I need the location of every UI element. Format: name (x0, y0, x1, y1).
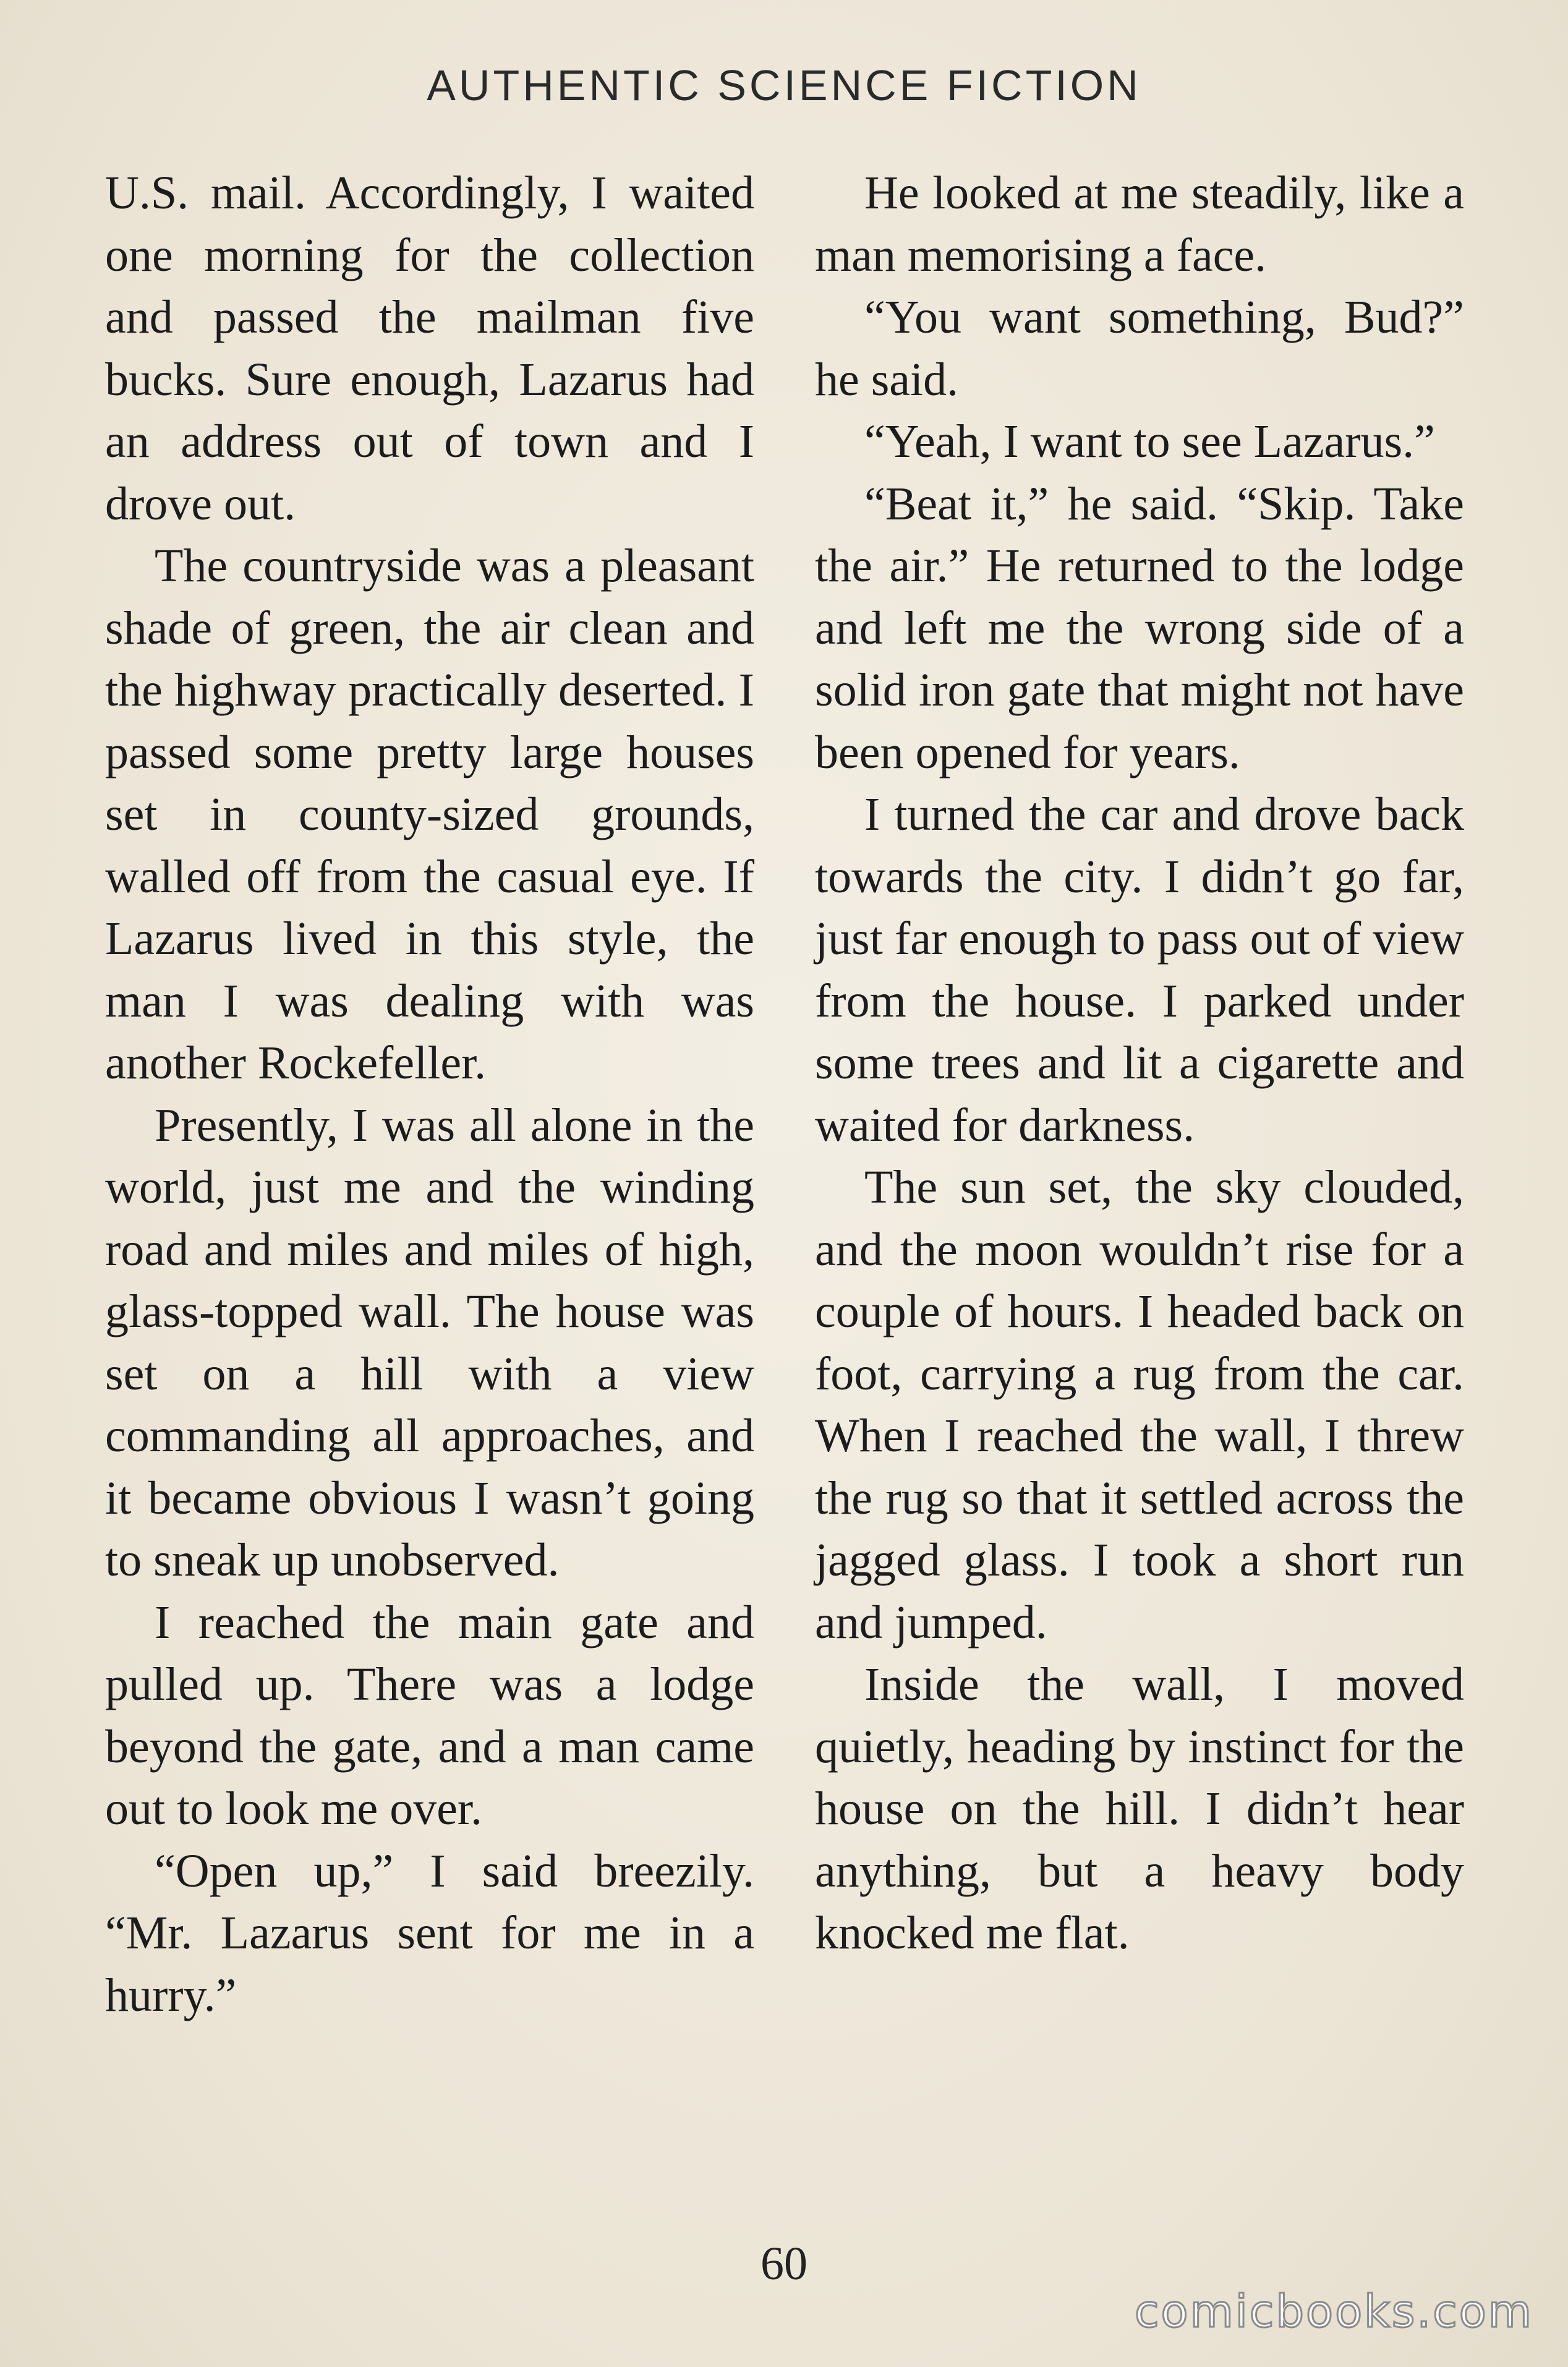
paragraph: Presently, I was all alone in the world, just me and the winding road and miles and miles of high, glass-topped wall. The house was set on a hill with a view commanding all approaches, and it became obvious I wasn’t going to sneak up unobserved. (105, 1099, 754, 1586)
running-head: AUTHENTIC SCIENCE FICTION (427, 61, 1141, 109)
paragraph: The sun set, the sky clouded, and the moon wouldn’t rise for a couple of hours. I headed back on foot, carrying a rug from the car. When I reached the wall, I threw the rug so that it settled across the jagged glass. I took a short run and jumped. (815, 1161, 1464, 1648)
paragraph: I reached the main gate and pulled up. There was a lodge beyond the gate, and a man came out to look me over. (105, 1596, 754, 1835)
paragraph: “Open up,” I said breezily. “Mr. Lazarus sent for me in a hurry.” (105, 1845, 754, 2021)
paragraph: Inside the wall, I moved quietly, heading by instinct for the house on the hill. I didn’t hear anything, but a heavy body knocked me flat. (815, 1658, 1464, 1959)
text-column-right (815, 162, 1464, 1964)
paragraph: He looked at me steadily, like a man memorising a face. (815, 167, 1464, 281)
text-column-left (105, 162, 754, 2026)
paragraph: The countryside was a pleasant shade of green, the air clean and the highway practically deserted. I passed some pretty large houses set in county-sized grounds, walled off from the casual eye. If Lazarus lived in this style, the man I was dealing with was another Rockefeller. (105, 540, 754, 1089)
paragraph: U.S. mail. Accordingly, I waited one morning for the collection and passed the mailman five bucks. Sure enough, Lazarus had an address out of town and I drove out. (105, 167, 754, 530)
paragraph: “Yeah, I want to see Lazarus.” (864, 416, 1435, 467)
paragraph: I turned the car and drove back towards the city. I didn’t go far, just far enough to pass out of view from the house. I parked under some trees and lit a cigarette and waited for darkness. (815, 788, 1464, 1151)
paragraph: “You want something, Bud?” he said. (815, 291, 1464, 406)
paragraph: “Beat it,” he said. “Skip. Take the air.” He returned to the lodge and left me the wrong side of a solid iron gate that might not have been opened for years. (815, 477, 1464, 778)
site-watermark: comicbooks.com (1134, 2285, 1533, 2337)
page-number: 60 (761, 2238, 807, 2290)
